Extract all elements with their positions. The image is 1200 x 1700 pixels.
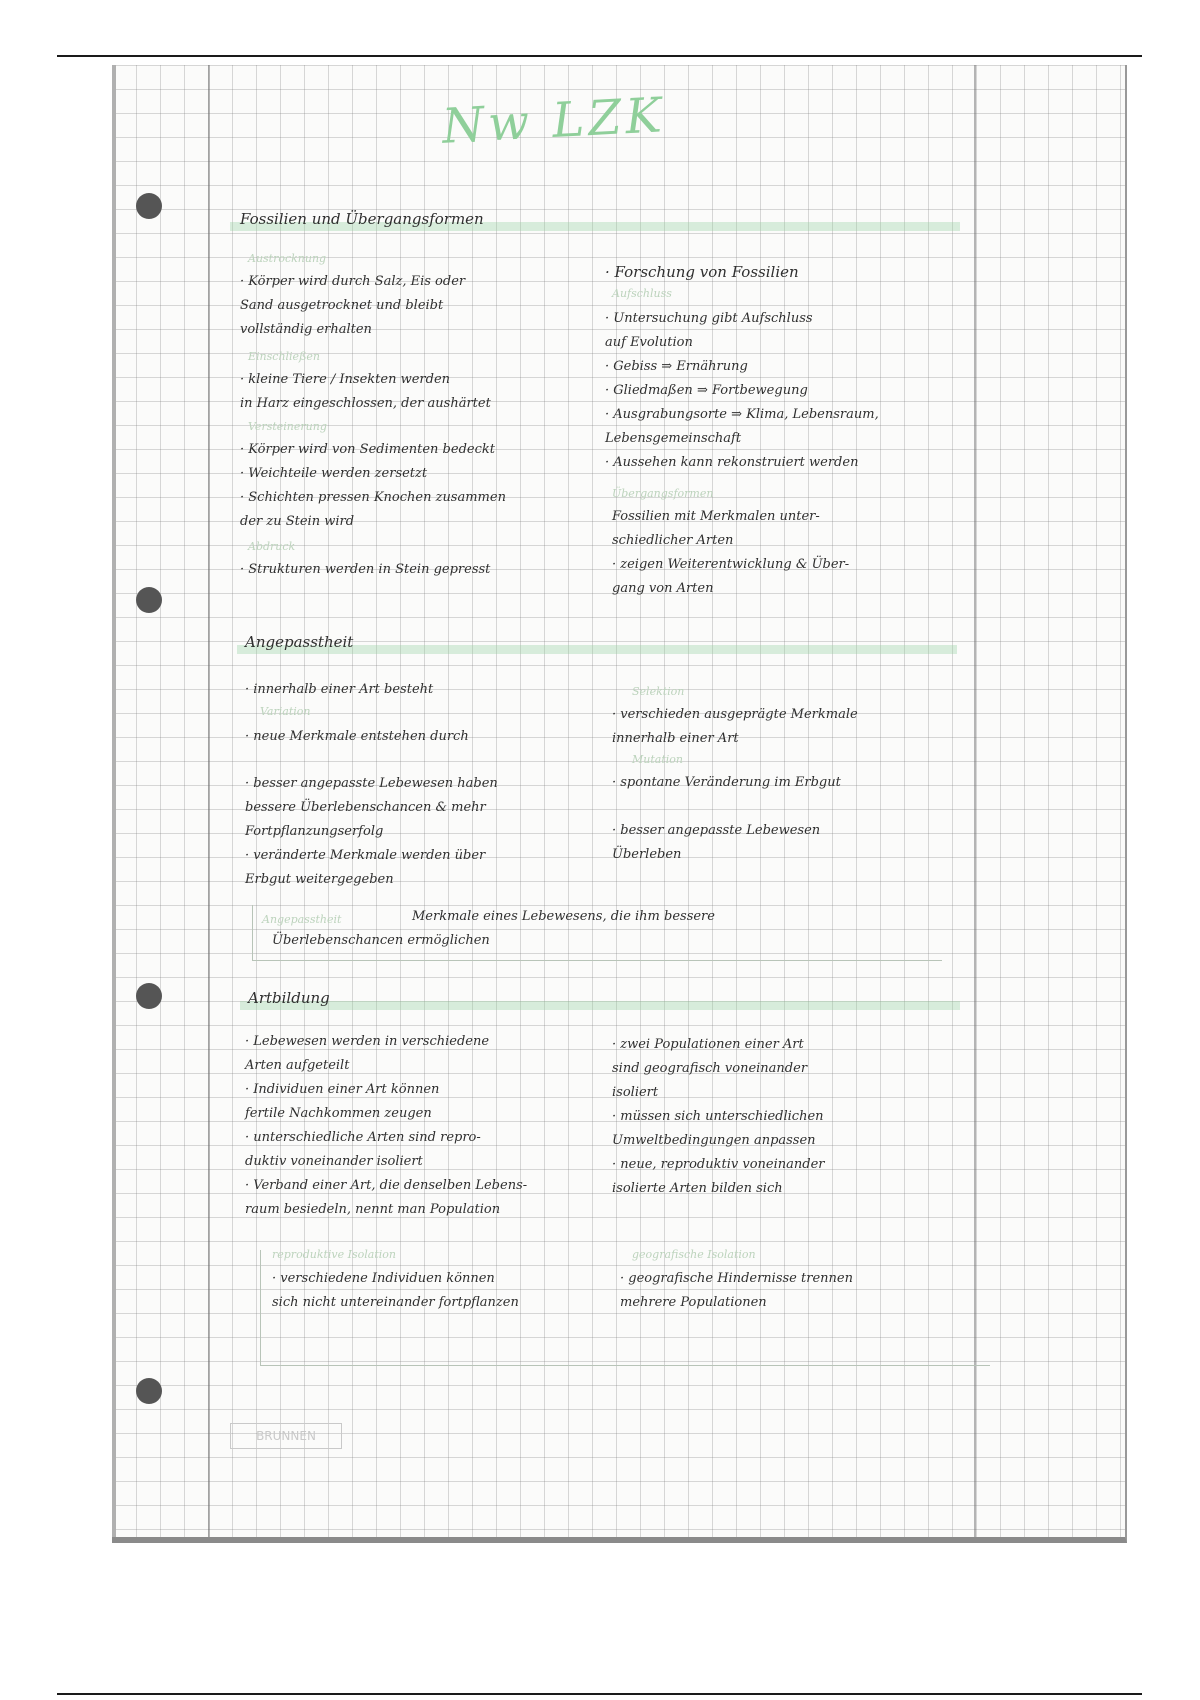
subheading-research: · Forschung von Fossilien <box>605 263 799 281</box>
punch-hole <box>136 193 162 219</box>
note-block: · Körper wird durch Salz, Eis oder Sand ausgetrocknet und bleibt vollständig erhalten <box>240 274 466 337</box>
note-block: · neue Merkmale entstehen durch <box>245 729 469 744</box>
section-tag: Abdruck <box>248 540 296 553</box>
section-tag: geografische Isolation <box>632 1248 756 1261</box>
margin-line-right <box>974 65 976 1537</box>
note-block: · Lebewesen werden in verschiedene Arten aufgeteilt · Individuen einer Art können fertile Nachkommen zeugen · unterschiedliche Arten sind repro- duktiv voneinander isoliert · Verband einer Art, die denselben Lebens- raum besiedeln, nennt man Population <box>245 1034 528 1217</box>
note-block: · geografische Hindernisse trennen mehrere Populationen <box>620 1271 853 1310</box>
note-block: · Strukturen werden in Stein gepresst <box>240 562 491 577</box>
note-block: · verschieden ausgeprägte Merkmale innerhalb einer Art <box>612 707 858 746</box>
page-title: Nw LZK <box>440 87 667 155</box>
note-block: · Körper wird von Sedimenten bedeckt · Weichteile werden zersetzt · Schichten pressen Knochen zusammen der zu Stein wird <box>240 442 506 529</box>
section-tag: Versteinerung <box>248 420 327 433</box>
heading-highlight <box>240 1001 960 1010</box>
note-block: Fossilien mit Merkmalen unter- schiedlicher Arten · zeigen Weiterentwicklung & Über- gang von Arten <box>612 509 850 596</box>
note-block: · verschiedene Individuen können sich nicht untereinander fortpflanzen <box>272 1271 519 1310</box>
note-block: · Untersuchung gibt Aufschluss auf Evolution · Gebiss ⇒ Ernährung · Gliedmaßen ⇒ Fortbewegung · Ausgrabungsorte ⇒ Klima, Lebensraum, Lebensgemeinschaft · Aussehen kann rekonstruiert werden <box>605 311 879 470</box>
definition-box-edge <box>260 1365 990 1366</box>
section-tag: Angepasstheit <box>262 913 342 926</box>
punch-hole <box>136 587 162 613</box>
margin-line-left <box>208 65 210 1537</box>
note-block: · besser angepasste Lebewesen Überleben <box>612 823 821 862</box>
punch-hole <box>136 1378 162 1404</box>
punch-hole <box>136 983 162 1009</box>
definition-text: Merkmale eines Lebewesens, die ihm bessere Überlebenschancen ermöglichen <box>272 909 715 948</box>
bottom-rule <box>57 1693 1142 1695</box>
section-heading-fossils: Fossilien und Übergangsformen <box>240 210 484 228</box>
note-block: · kleine Tiere / Insekten werden in Harz eingeschlossen, der aushärtet <box>240 372 491 411</box>
note-block: · innerhalb einer Art besteht <box>245 682 434 697</box>
section-tag: Mutation <box>632 753 683 766</box>
note-block: · zwei Populationen einer Art sind geografisch voneinander isoliert · müssen sich unterschiedlichen Umweltbedingungen anpassen · neue, reproduktiv voneinander isolierte Arten bilden sich <box>612 1037 825 1196</box>
section-tag: Übergangsformen <box>612 487 714 500</box>
definition-box-edge <box>252 960 942 961</box>
section-tag: Einschließen <box>248 350 321 363</box>
section-tag: reproduktive Isolation <box>272 1248 396 1261</box>
notebook-page <box>112 65 1127 1543</box>
section-tag: Austrocknung <box>248 252 327 265</box>
brand-stamp: BRUNNEN <box>230 1423 342 1449</box>
section-tag: Variation <box>260 705 311 718</box>
top-rule <box>57 55 1142 57</box>
section-tag: Aufschluss <box>612 287 672 300</box>
section-heading-adaptation: Angepasstheit <box>245 633 354 651</box>
definition-box-edge <box>252 905 253 960</box>
note-block: · besser angepasste Lebewesen haben bessere Überlebenschancen & mehr Fortpflanzungserfolg · veränderte Merkmale werden über Erbgut weitergegeben <box>245 776 498 887</box>
section-tag: Selektion <box>632 685 685 698</box>
note-block: · spontane Veränderung im Erbgut <box>612 775 841 790</box>
section-heading-speciation: Artbildung <box>248 989 330 1007</box>
definition-box-edge <box>260 1250 261 1365</box>
